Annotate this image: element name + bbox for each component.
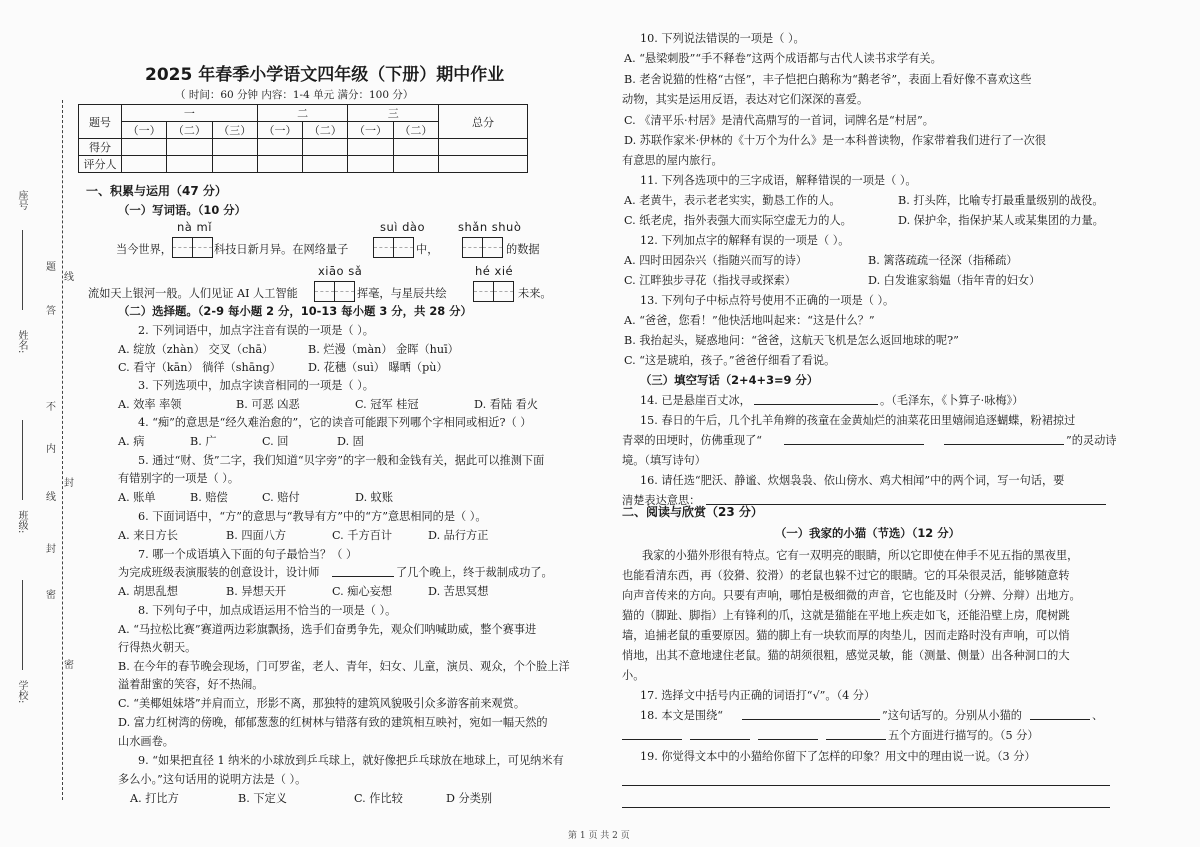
binding-line <box>62 100 63 800</box>
binding-char: 线 <box>46 492 56 503</box>
q19-answer-line-2[interactable] <box>622 807 1110 808</box>
q17-text: 17. 选择文中括号内正确的词语打“√”。（4 分） <box>640 689 876 702</box>
q7-sentence: 为完成班级表演服装的创意设计，设计师 <box>118 566 320 579</box>
q18-text: ”这句话写的。分别从小猫的 <box>882 709 1022 722</box>
score-table <box>78 104 528 173</box>
grader-cell[interactable] <box>212 156 257 173</box>
q4-option-b[interactable]: B. 广 <box>190 435 217 448</box>
class-line[interactable] <box>22 420 24 500</box>
q9-option-a[interactable]: A. 打比方 <box>130 792 179 805</box>
q16-text: 清楚表达意思： <box>622 494 701 507</box>
part-header: （三） <box>212 122 257 139</box>
q9-stem: 9. “如果把直径 1 纳米的小球放到乒乓球上，就好像把乒乓球放在地球上，可见纳米有 <box>138 754 564 767</box>
part-header: （二） <box>393 122 438 139</box>
q15-text: 境。（填写诗句） <box>622 454 706 467</box>
q9-option-c[interactable]: C. 作比较 <box>354 792 403 805</box>
q1-text: 挥毫，与星辰共绘 <box>357 287 447 300</box>
q3-option-d[interactable]: D. 看陆 看火 <box>474 398 538 411</box>
q10-option-c[interactable]: C. 《清平乐·村居》是清代高鼎写的一首词，词牌名是“村居”。 <box>624 114 934 127</box>
pinyin: hé xié <box>475 264 514 278</box>
page-footer: 第 1 页 共 2 页 <box>568 831 630 841</box>
q12-option-c[interactable]: C. 江畔独步寻花（指找寻或探索） <box>624 274 796 287</box>
grader-cell[interactable] <box>303 156 348 173</box>
q7-blank[interactable] <box>332 576 394 577</box>
q1-text: 中， <box>416 243 439 256</box>
q15-text: 青翠的田埂时，仿佛重现了“ <box>622 434 762 447</box>
q1-text: 当今世界， <box>116 243 172 256</box>
grader-cell[interactable] <box>122 156 167 173</box>
q3-option-a[interactable]: A. 效率 率领 <box>118 398 182 411</box>
q10-stem: 10. 下列说法错误的一项是（ ）。 <box>640 32 805 45</box>
grader-cell[interactable] <box>257 156 302 173</box>
score-label: 得分 <box>79 139 122 156</box>
q15-text: 15. 春日的午后，几个扎羊角辫的孩童在金黄灿烂的油菜花田里嬉闹追逐蝴蝶，粉裙掠过 <box>640 414 1076 427</box>
q8-stem: 8. 下列句子中，加点成语运用不恰当的一项是（ ）。 <box>138 604 397 617</box>
q18-text: 、 <box>1092 709 1104 722</box>
q5-option-a[interactable]: A. 账单 <box>118 491 156 504</box>
part-header: （一） <box>122 122 167 139</box>
q19-answer-line-1[interactable] <box>622 785 1110 786</box>
q19-text: 19. 你觉得文本中的小猫给你留下了怎样的印象？用文中的理由说一说。（3 分） <box>640 750 1036 763</box>
binding-char: 内 <box>46 444 56 455</box>
score-cell[interactable] <box>122 139 167 156</box>
pinyin: shǎn shuò <box>458 220 522 234</box>
q10-option-b[interactable]: B. 老舍说猫的性格“古怪”，丰子恺把白鹅称为“鹅老爷”，表面上看好像不喜欢这些 <box>624 73 1032 86</box>
grader-cell[interactable] <box>393 156 438 173</box>
q8-option-a[interactable]: A. “马拉松比赛”赛道两边彩旗飘扬，选手们奋勇争先，观众们呐喊助威，整个赛事进 <box>118 623 537 636</box>
q13-option-b[interactable]: B. 我抬起头，疑惑地问：“爸爸，这航天飞机是怎么返回地球的呢?” <box>624 334 959 347</box>
school-label: 学校: <box>16 680 27 704</box>
q16-answer-line[interactable] <box>706 504 1106 505</box>
q9-option-b[interactable]: B. 下定义 <box>238 792 287 805</box>
q3-stem: 3. 下列选项中，加点字读音相同的一项是（ ）。 <box>138 379 374 392</box>
passage-line: 猫的（脚趾、脚指）上有锋利的爪，这就是猫能在平地上疾走如飞，还能沿壁上房，爬树跳 <box>622 609 1070 622</box>
exam-meta: （ 时间：60 分钟 内容：1-4 单元 满分：100 分） <box>175 89 414 101</box>
q1-text: 未来。 <box>518 287 552 300</box>
part-header: （二） <box>303 122 348 139</box>
pinyin: suì dào <box>380 220 426 234</box>
writing-box-4[interactable] <box>314 281 355 302</box>
passage-line: 小。 <box>622 669 645 682</box>
q14-blank[interactable] <box>754 404 878 405</box>
q6-stem: 6. 下面词语中，“方”的意思与“教导有方”中的“方”意思相同的是（ ）。 <box>138 510 487 523</box>
q10-option-b-cont: 动物，其实是运用反语，表达对它们深深的喜爱。 <box>622 93 869 106</box>
q12-option-b[interactable]: B. 篱落疏疏一径深（指稀疏） <box>868 254 1018 267</box>
q6-option-b[interactable]: B. 四面八方 <box>226 529 287 542</box>
q6-option-c[interactable]: C. 千方百计 <box>332 529 393 542</box>
exam-title: 2025 年春季小学语文四年级（下册）期中作业 <box>145 65 505 85</box>
score-cell[interactable] <box>167 139 212 156</box>
section-header: 二 <box>257 105 348 122</box>
q10-option-a[interactable]: A. “悬梁刺股”“手不释卷”这两个成语都与古代人读书求学有关。 <box>624 52 942 65</box>
writing-box-5[interactable] <box>473 281 514 302</box>
q7-option-d[interactable]: D. 苦思冥想 <box>428 585 489 598</box>
q3-option-b[interactable]: B. 可恶 凶恶 <box>236 398 300 411</box>
passage-line: 我家的小猫外形很有特点。它有一双明亮的眼睛，所以它即使在伸手不见五指的黑夜里， <box>642 549 1079 562</box>
q14-text: 。（毛泽东，《卜算子·咏梅》） <box>880 394 1024 407</box>
q2-option-d[interactable]: D. 花穗（suì） 曝晒（pù） <box>308 361 448 374</box>
grader-cell[interactable] <box>167 156 212 173</box>
q15-blank-1[interactable] <box>784 444 924 445</box>
q7-option-b[interactable]: B. 异想天开 <box>226 585 287 598</box>
binding-char: 封 <box>64 478 74 489</box>
binding-char: 密 <box>46 590 56 601</box>
q18-text: 18. 本文是围绕“ <box>640 709 724 722</box>
q13-stem: 13. 下列句子中标点符号使用不正确的一项是（ ）。 <box>640 294 895 307</box>
q4-stem: 4. “痴”的意思是“经久难治愈的”，它的读音可能跟下列哪个字相同或相近?（ ） <box>138 416 532 429</box>
grader-cell[interactable] <box>439 156 528 173</box>
class-label: 班级: <box>16 510 27 534</box>
q7-option-c[interactable]: C. 痴心妄想 <box>332 585 393 598</box>
q13-option-c[interactable]: C. “这是琥珀，孩子。”爸爸仔细看了看说。 <box>624 354 836 367</box>
score-cell[interactable] <box>348 139 393 156</box>
q6-option-d[interactable]: D. 品行方正 <box>428 529 489 542</box>
q2-option-c[interactable]: C. 看守（kān） 徜徉（shāng） <box>118 361 281 374</box>
section-header: 总分 <box>439 105 528 139</box>
name-label: 姓名: <box>16 330 27 354</box>
score-cell[interactable] <box>212 139 257 156</box>
q9-stem: 多么小。”这句话用的说明方法是（ ）。 <box>118 773 307 786</box>
q13-option-a[interactable]: A. “爸爸，您看！”他快活地叫起来：“这是什么？” <box>624 314 875 327</box>
seat-label: 座号 <box>16 190 27 210</box>
q5-option-d[interactable]: D. 蚊账 <box>355 491 394 504</box>
q12-option-a[interactable]: A. 四时田园杂兴（指随兴而写的诗） <box>624 254 808 267</box>
q18-blank-5[interactable] <box>826 739 886 740</box>
q11-option-b[interactable]: B. 打头阵，比喻专打最重量级别的战役。 <box>898 194 1104 207</box>
q4-option-d[interactable]: D. 固 <box>337 435 364 448</box>
q10-option-d[interactable]: D. 苏联作家米·伊林的《十万个为什么》是一本科普读物，作家带着我们进行了一次很 <box>624 134 1046 147</box>
sub3-heading: （三）填空写话（2+4+3=9 分） <box>640 373 819 387</box>
q16-text: 16. 请任选“肥沃、静谧、炊烟袅袅、依山傍水、鸡犬相闻”中的两个词，写一句话，要 <box>640 474 1065 487</box>
passage-line: 墙，追捕老鼠的重要原因。猫的脚上有一块软而厚的肉垫儿，因而走路时没有声响，可以悄 <box>622 629 1070 642</box>
q15-blank-2[interactable] <box>944 444 1064 445</box>
grader-cell[interactable] <box>348 156 393 173</box>
score-cell[interactable] <box>393 139 438 156</box>
q2-stem: 2. 下列词语中，加点字注音有误的一项是（ ）。 <box>138 324 374 337</box>
q18-blank-2[interactable] <box>622 739 682 740</box>
q8-option-d[interactable]: D. 富力红树湾的傍晚，郁郁葱葱的红树林与错落有致的建筑相互映衬，宛如一幅天然的 <box>118 716 548 729</box>
grader-label: 评分人 <box>79 156 122 173</box>
q5-option-b[interactable]: B. 赔偿 <box>190 491 228 504</box>
question-label: 题号 <box>79 105 122 139</box>
q15-text: ”的灵动诗 <box>1066 434 1117 447</box>
score-cell[interactable] <box>439 139 528 156</box>
q11-option-d[interactable]: D. 保护伞，指保护某人或某集团的力量。 <box>898 214 1104 227</box>
q11-option-a[interactable]: A. 老黄牛，表示老老实实，勤恳工作的人。 <box>624 194 841 207</box>
q5-stem: 有错别字的一项是（ ）。 <box>118 472 240 485</box>
q18-text: 五个方面进行描写的。（5 分） <box>888 729 1039 742</box>
passage-line: 悄地，出其不意地逮住老鼠。猫的胡须很粗，感觉灵敏，能（测量、侧量）出各种洞口的大 <box>622 649 1070 662</box>
binding-char: 答 <box>46 306 56 317</box>
q7-option-a[interactable]: A. 胡思乱想 <box>118 585 178 598</box>
q11-stem: 11. 下列各选项中的三字成语，解释错误的一项是（ ）。 <box>640 174 917 187</box>
q5-option-c[interactable]: C. 赔付 <box>262 491 300 504</box>
q3-option-c[interactable]: C. 冠军 桂冠 <box>355 398 419 411</box>
q18-blank-3[interactable] <box>690 739 750 740</box>
q6-option-a[interactable]: A. 来日方长 <box>118 529 178 542</box>
q14-text: 14. 已是悬崖百丈冰， <box>640 394 751 407</box>
binding-char: 题 <box>46 262 56 273</box>
q7-sentence: 了几个晚上，终于裁制成功了。 <box>396 566 553 579</box>
school-line[interactable] <box>22 580 24 670</box>
q1-text: 科技日新月异。在网络量子 <box>214 243 349 256</box>
sub2-heading: （二）选择题。（2-9 每小题 2 分，10-13 每小题 3 分，共 28 分） <box>118 304 472 318</box>
q12-option-d[interactable]: D. 白发谁家翁媪（指年青的妇女） <box>868 274 1041 287</box>
passage-line: 向声音传来的方向。只要有声响，哪怕是极细微的声音，它也能及时（分辨、分辩）出地方。 <box>622 589 1081 602</box>
pinyin: nà mǐ <box>177 220 212 234</box>
binding-char: 封 <box>46 544 56 555</box>
q8-option-b-cont: 溢着甜蜜的笑容，好不热闹。 <box>118 678 264 691</box>
q8-option-c[interactable]: C. “美椰姐妹塔”并肩而立，形影不离，那独特的建筑风貌吸引众多游客前来观赏。 <box>118 697 526 710</box>
pinyin: xiāo sǎ <box>318 264 363 278</box>
q4-option-c[interactable]: C. 回 <box>262 435 289 448</box>
q8-option-b[interactable]: B. 在今年的春节晚会现场，门可罗雀，老人、青年，妇女、儿童，演员、观众，个个脸上洋 <box>118 660 570 673</box>
q18-blank-1[interactable] <box>1030 719 1090 720</box>
q18-blank-4[interactable] <box>758 739 818 740</box>
q10-option-d-cont: 有意思的屋内旅行。 <box>622 154 723 167</box>
section-header: 一 <box>122 105 258 122</box>
binding-char: 线 <box>64 272 74 283</box>
name-line[interactable] <box>22 230 24 310</box>
part-header: （一） <box>348 122 393 139</box>
part-header: （二） <box>167 122 212 139</box>
binding-char: 密 <box>64 660 74 671</box>
q5-stem: 5. 通过“财、货”二字，我们知道“贝字旁”的字一般和金钱有关，据此可以推测下面 <box>138 454 545 467</box>
q9-option-d[interactable]: D 分类别 <box>446 792 493 805</box>
writing-box-2[interactable] <box>373 237 414 258</box>
part1-heading: 一、积累与运用（47 分） <box>86 184 227 198</box>
q1-text: 的数据 <box>506 243 540 256</box>
q8-option-d-cont: 山水画卷。 <box>118 735 174 748</box>
section-header: 三 <box>348 105 439 122</box>
part-header: （一） <box>257 122 302 139</box>
writing-box-3[interactable] <box>462 237 503 258</box>
q11-option-c[interactable]: C. 纸老虎，指外表强大而实际空虚无力的人。 <box>624 214 852 227</box>
q1-text: 流如天上银河一般。人们见证 AI 人工智能 <box>88 287 298 300</box>
passage-line: 也能看清东西，再（狡猾、狡滑）的老鼠也躲不过它的眼睛。它的耳朵很灵活，能够随意转 <box>622 569 1070 582</box>
passage-title: （一）我家的小猫（节选）（12 分） <box>775 526 960 540</box>
writing-box-1[interactable] <box>172 237 213 258</box>
q2-option-a[interactable]: A. 绽放（zhàn） 交叉（chā） <box>118 343 274 356</box>
q2-option-b[interactable]: B. 烂漫（màn） 金晖（huī） <box>308 343 459 356</box>
binding-char: 不 <box>46 402 56 413</box>
score-cell[interactable] <box>303 139 348 156</box>
q7-stem: 7. 哪一个成语填入下面的句子最恰当？（ ） <box>138 548 358 561</box>
q8-option-a-cont: 行得热火朝天。 <box>118 641 197 654</box>
q4-option-a[interactable]: A. 病 <box>118 435 145 448</box>
sub1-heading: （一）写词语。（10 分） <box>118 203 247 217</box>
q12-stem: 12. 下列加点字的解释有误的一项是（ ）。 <box>640 234 850 247</box>
part2-heading: 二、阅读与欣赏（23 分） <box>622 505 763 519</box>
q18-blank-main[interactable] <box>742 719 880 720</box>
score-cell[interactable] <box>257 139 302 156</box>
